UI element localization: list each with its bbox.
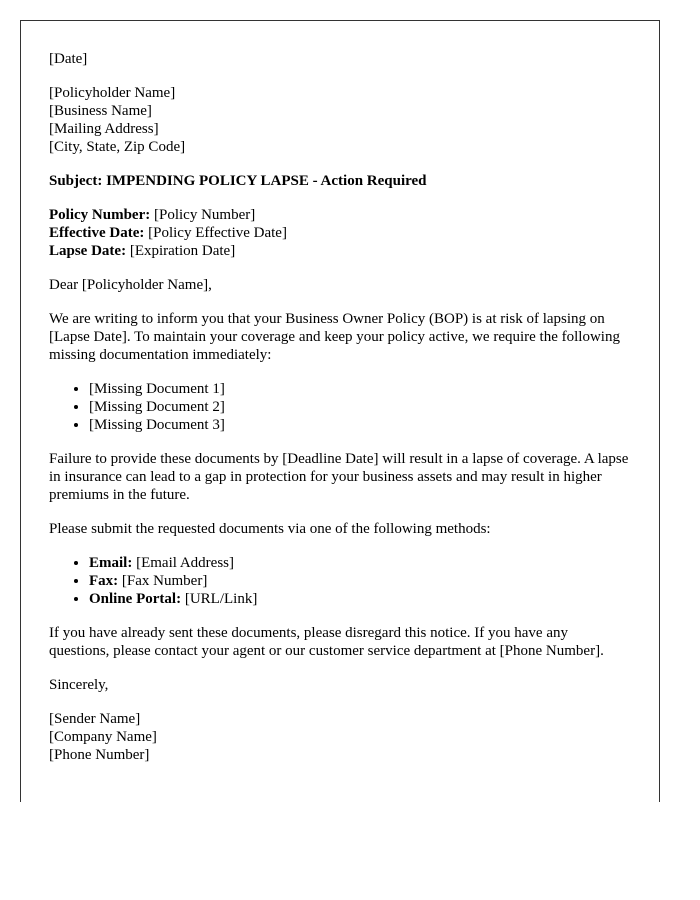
effective-date-value: [Policy Effective Date] [148, 225, 287, 241]
missing-document-item: • [Missing Document 1] [89, 380, 631, 398]
method-portal [89, 590, 631, 608]
sender-name: [Sender Name] [49, 711, 141, 727]
sender-company: [Company Name] [49, 729, 157, 745]
recipient-business: [Business Name] [49, 103, 152, 119]
lapse-date-value: [Expiration Date] [129, 243, 236, 259]
method-fax [89, 572, 631, 590]
policy-number-line [49, 206, 631, 224]
lapse-date-line [49, 242, 631, 260]
submission-methods-list [49, 554, 631, 608]
effective-date-line [49, 224, 631, 242]
sender-block [49, 710, 631, 764]
submit-paragraph: Please submit the requested documents via one of the following methods: [49, 521, 491, 537]
missing-documents-list [49, 380, 631, 434]
date-line [49, 50, 631, 68]
email-label: Email: [89, 555, 133, 571]
effective-date-label: Effective Date: [49, 225, 145, 241]
email-value: [Email Address] [136, 555, 234, 571]
portal-value: [URL/Link] [184, 591, 258, 607]
subject-line: Subject: IMPENDING POLICY LAPSE - Action Required [49, 173, 427, 189]
salutation: Dear [Policyholder Name], [49, 277, 212, 293]
portal-label: Online Portal: [89, 591, 182, 607]
fax-label: Fax: [89, 573, 119, 589]
sender-phone: [Phone Number] [49, 747, 150, 763]
policy-number-value: [Policy Number] [153, 207, 256, 223]
recipient-address: [Mailing Address] [49, 121, 159, 137]
signoff: Sincerely, [49, 677, 109, 693]
closing-paragraph: If you have already sent these documents, please disregard this notice. If you have any questions, please contact your agent or our customer service department at [Phone Number]. [49, 625, 604, 659]
intro-paragraph: We are writing to inform you that your Business Owner Policy (BOP) is at risk of lapsing on [Lapse Date]. To maintain your coverage and keep your policy active, we require the following missing documentation immediately: [49, 311, 620, 363]
recipient-name: [Policyholder Name] [49, 85, 176, 101]
policy-number-label: Policy Number: [49, 207, 151, 223]
subject-block [49, 172, 631, 190]
lapse-date-label: Lapse Date: [49, 243, 127, 259]
letter-date: [Date] [49, 51, 88, 67]
failure-paragraph: Failure to provide these documents by [Deadline Date] will result in a lapse of coverage. A lapse in insurance can lead to a gap in protection for your business assets and may result in higher premiums in the future. [49, 451, 629, 503]
policy-info-block [49, 206, 631, 260]
fax-value: [Fax Number] [121, 573, 208, 589]
missing-document-item: • [Missing Document 3] [89, 416, 631, 434]
recipient-block [49, 84, 631, 156]
method-email [89, 554, 631, 572]
letter-page [20, 20, 660, 802]
recipient-city-state-zip: [City, State, Zip Code] [49, 139, 186, 155]
missing-document-item: • [Missing Document 2] [89, 398, 631, 416]
